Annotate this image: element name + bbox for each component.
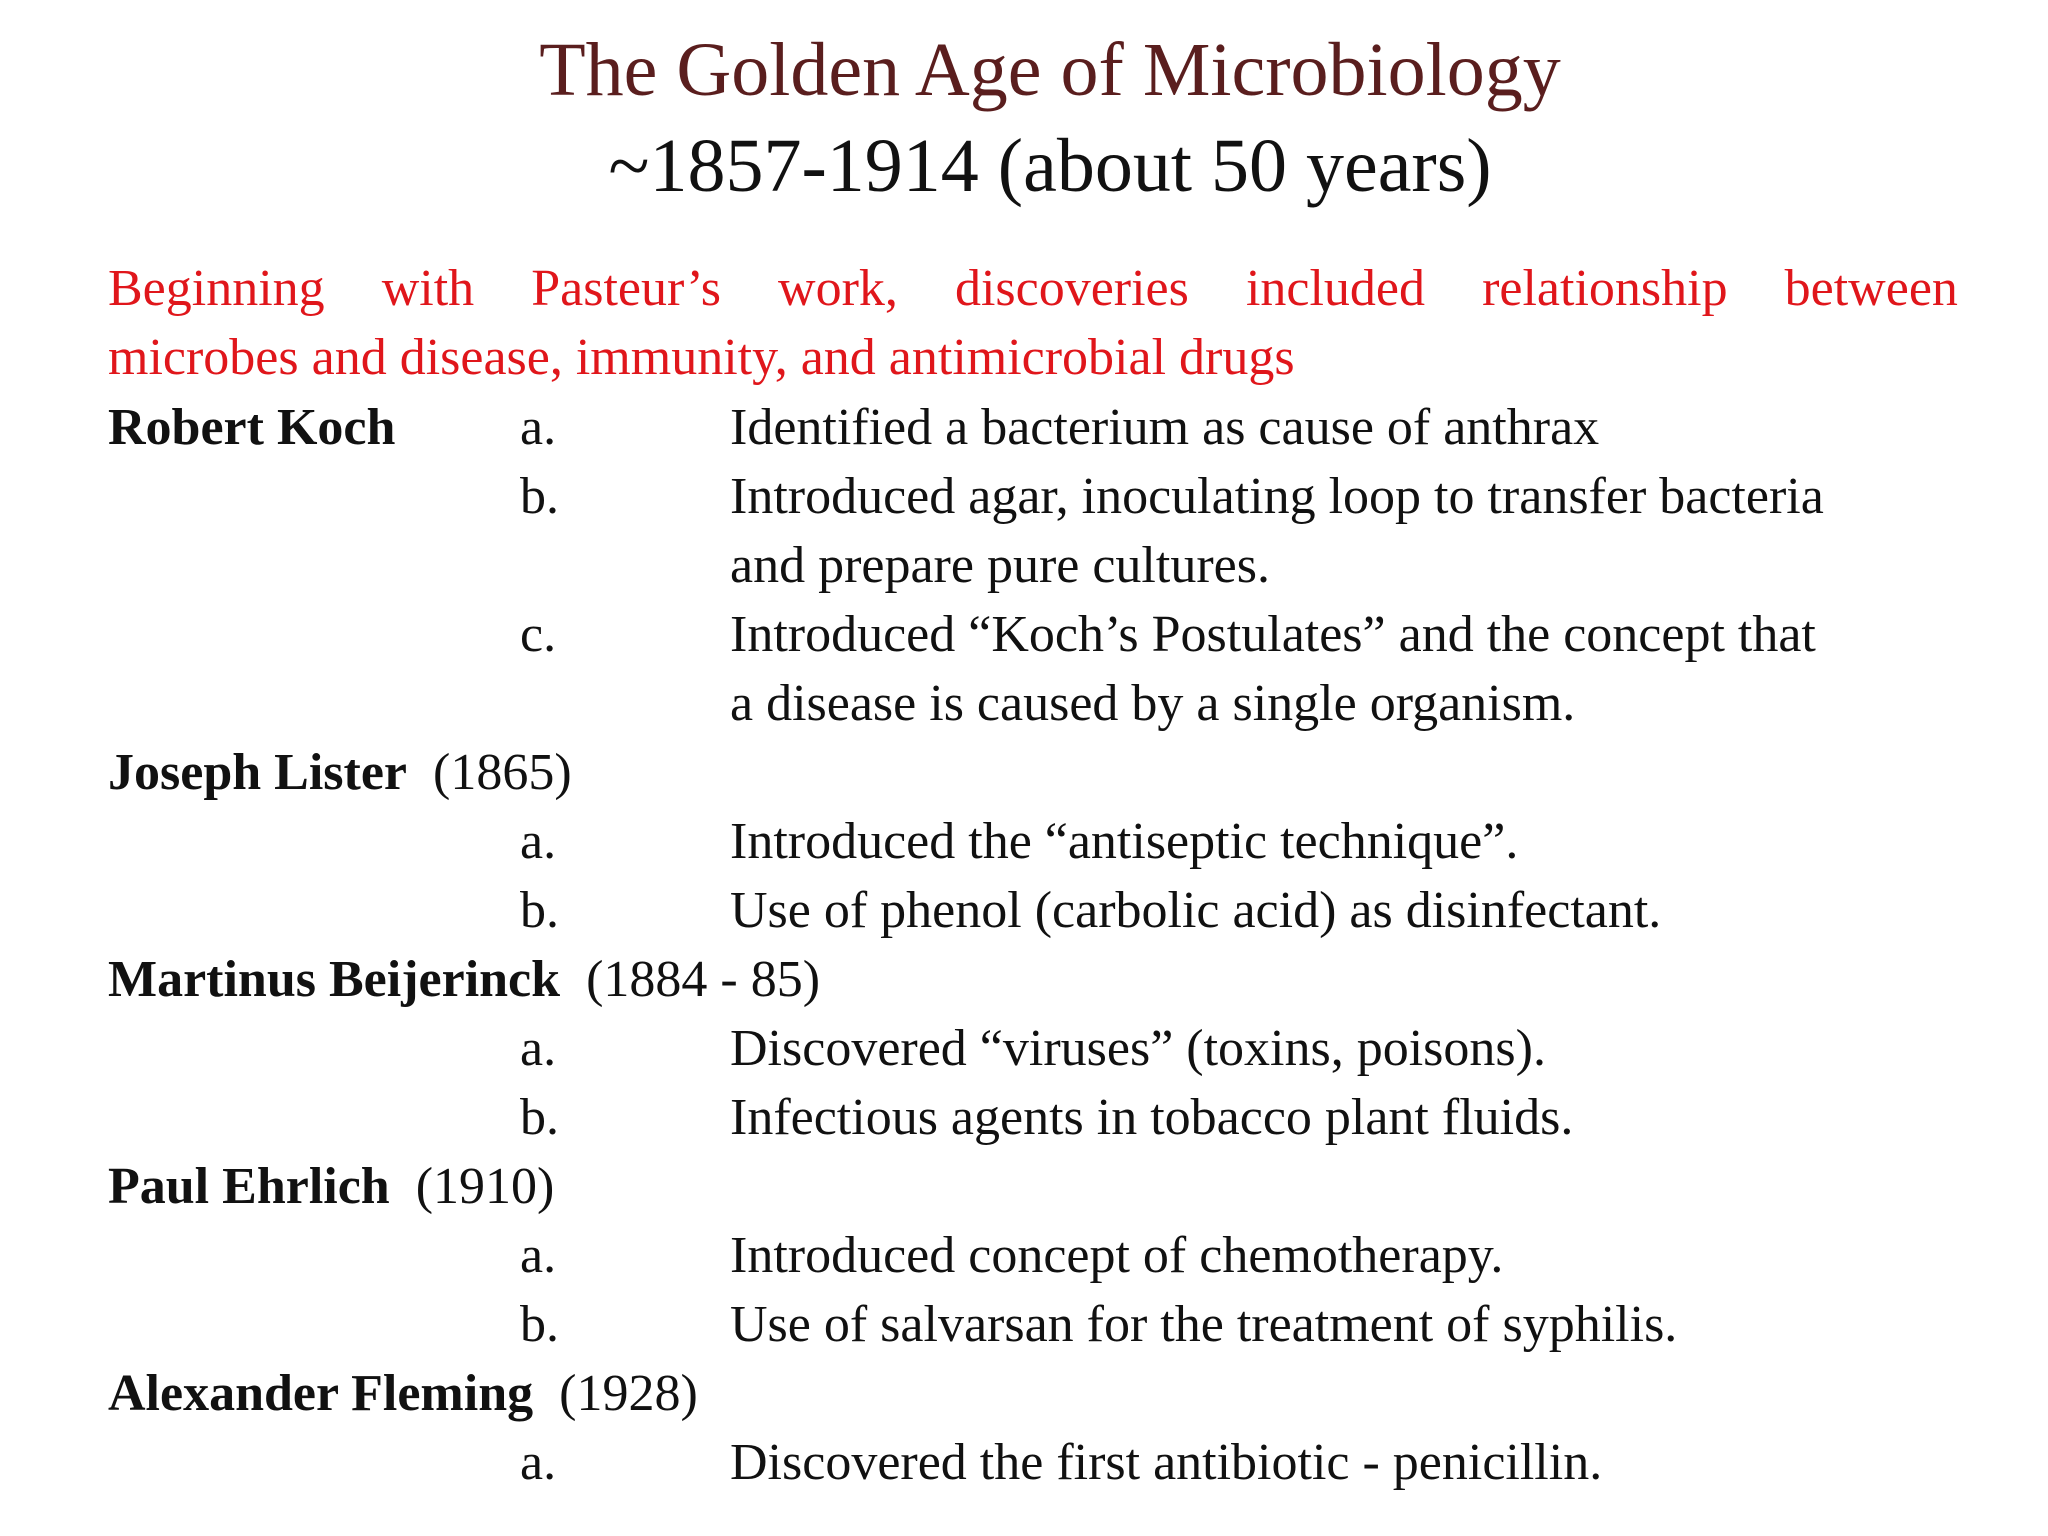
intro-paragraph — [108, 254, 1958, 392]
item-letter: b. — [520, 882, 559, 939]
intro-word: between — [1784, 260, 1958, 317]
scientist-year: (1910) — [415, 1158, 555, 1215]
scientist-name: Alexander Fleming — [108, 1365, 534, 1422]
item-letter: c. — [520, 606, 557, 663]
page-title: The Golden Age of Microbiology — [539, 28, 1561, 112]
scientist-year: (1865) — [433, 744, 572, 801]
scientist-year: (1928) — [559, 1365, 698, 1422]
item-text: Introduced agar, inoculating loop to transfer bacteria — [730, 468, 1824, 525]
scientist-name-wrap — [108, 1359, 698, 1428]
scientist-name-wrap — [108, 1152, 554, 1221]
item-text: Introduced the “antiseptic technique”. — [730, 813, 1519, 870]
intro-word: discoveries — [954, 260, 1189, 317]
scientist-name-wrap — [108, 393, 395, 462]
intro-word: Pasteur’s — [531, 260, 721, 317]
item-letter: a. — [520, 1020, 557, 1077]
item-text: Discovered the first antibiotic - penicillin. — [730, 1434, 1603, 1491]
intro-word: with — [381, 260, 475, 317]
item-letter: b. — [520, 468, 559, 525]
item-text: Infectious agents in tobacco plant fluids. — [730, 1089, 1574, 1146]
item-text: Introduced concept of chemotherapy. — [730, 1227, 1504, 1284]
scientist-name-wrap — [108, 945, 820, 1014]
intro-line-2: microbes and disease, immunity, and antimicrobial drugs — [108, 329, 1295, 386]
item-letter: a. — [520, 399, 557, 456]
item-text: Use of salvarsan for the treatment of syphilis. — [730, 1296, 1678, 1353]
scientist-name: Martinus Beijerinck — [108, 951, 561, 1008]
item-letter: a. — [520, 1434, 557, 1491]
item-text: Use of phenol (carbolic acid) as disinfectant. — [730, 882, 1662, 939]
intro-line-1 — [108, 254, 1958, 323]
intro-word: included — [1245, 260, 1426, 317]
scientist-name-wrap — [108, 738, 572, 807]
page-subtitle: ~1857-1914 (about 50 years) — [608, 124, 1492, 208]
item-text: a disease is caused by a single organism. — [730, 675, 1576, 732]
item-text: and prepare pure cultures. — [730, 537, 1270, 594]
item-text: Introduced “Koch’s Postulates” and the concept that — [730, 606, 1816, 663]
intro-word: work, — [778, 260, 898, 317]
item-text: Identified a bacterium as cause of anthrax — [730, 399, 1600, 456]
item-letter: b. — [520, 1296, 559, 1353]
title-block — [0, 22, 2048, 214]
item-letter: a. — [520, 1227, 557, 1284]
scientist-name: Joseph Lister — [108, 744, 407, 801]
item-letter: b. — [520, 1089, 559, 1146]
intro-word: relationship — [1482, 260, 1728, 317]
scientist-year: (1884 - 85) — [586, 951, 821, 1008]
intro-word: Beginning — [108, 260, 325, 317]
item-letter: a. — [520, 813, 557, 870]
item-text: Discovered “viruses” (toxins, poisons). — [730, 1020, 1546, 1077]
scientist-name: Robert Koch — [108, 399, 396, 456]
scientist-name: Paul Ehrlich — [108, 1158, 390, 1215]
